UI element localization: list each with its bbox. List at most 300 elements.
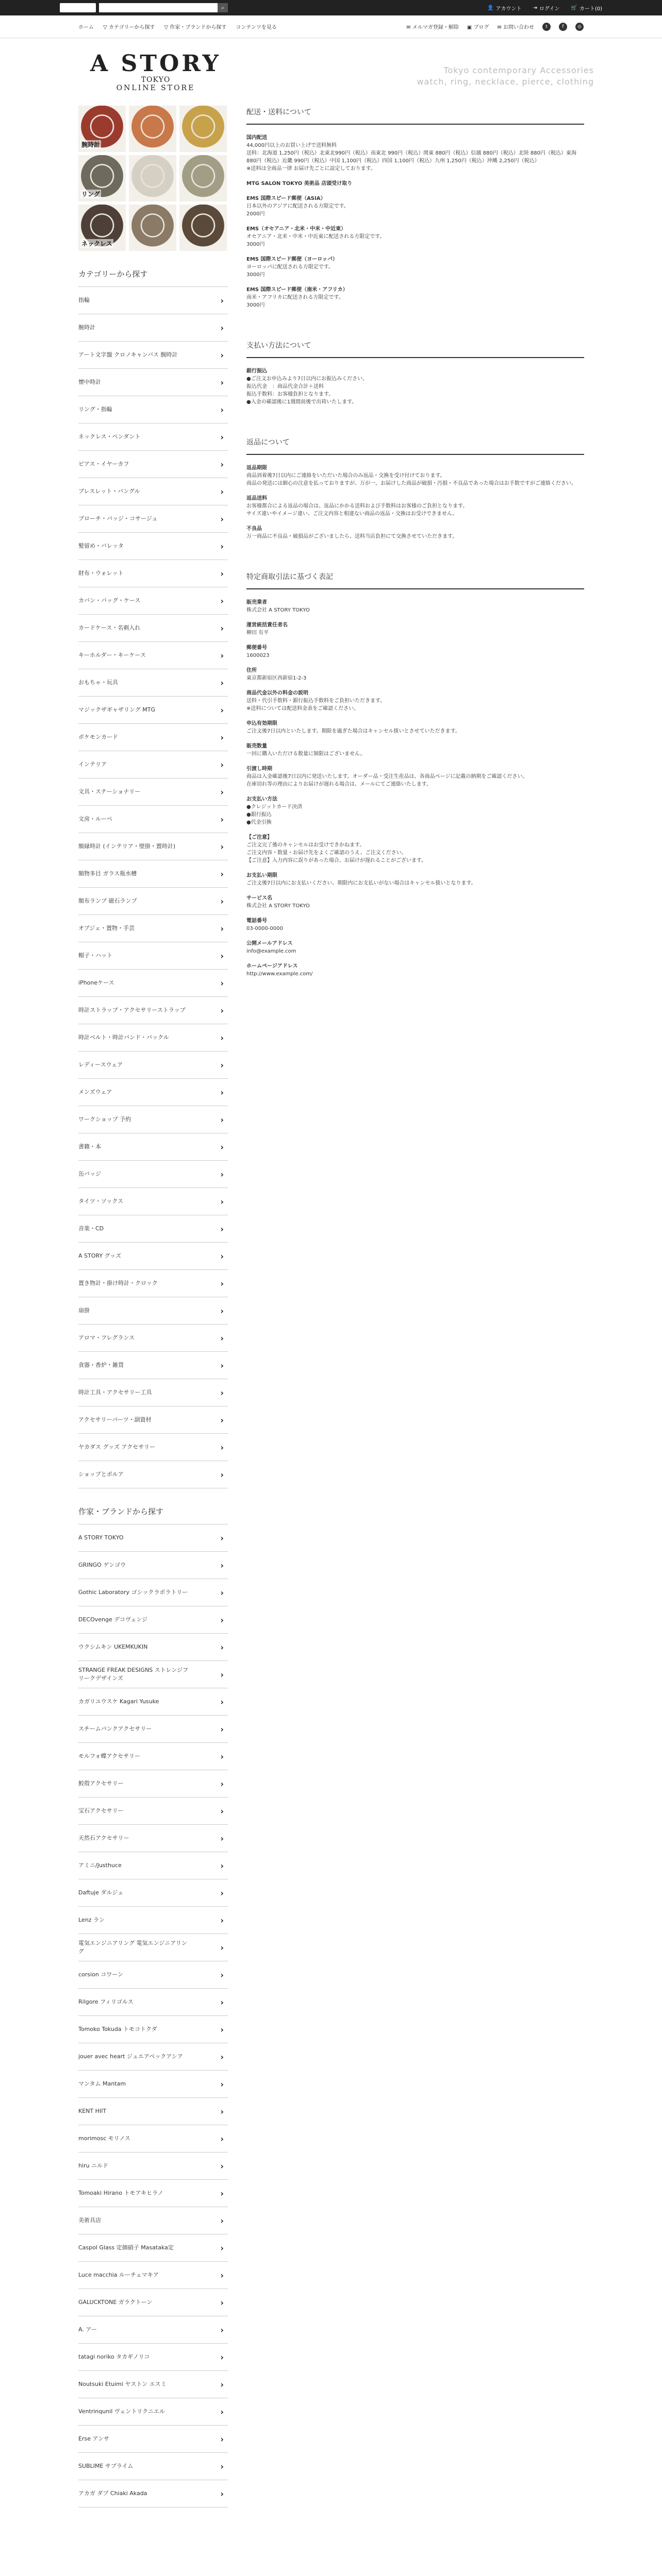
category-item-label: アロマ・フレグランス [78,1334,135,1341]
tagline [417,65,594,88]
brand-item-label: 宝石アクセサリー [78,1807,124,1814]
brand-item-label: モルフォ蝶アクセサリー [78,1753,141,1759]
brand-item-label: SUBLIME サブライム [78,2463,134,2469]
brand-item[interactable] [78,2153,228,2180]
category-item-label: カードケース・名刺入れ [78,624,141,631]
brand-item[interactable] [78,2480,228,2507]
section-title: 支払い方法について [246,339,584,358]
user-icon: 👤 [487,5,494,11]
brand-item[interactable] [78,2426,228,2453]
block-text: 万一商品に不良品・破損品がございましたら、送料当店負担にて交換させていただきます。 [246,534,458,539]
chevron-right-icon: › [220,2379,224,2389]
brand-item[interactable] [78,2316,228,2344]
brand-item-label: morimosc モリノス [78,2135,130,2142]
brand-item-label: Noutsuki Etuimi ヤストン エスミ [78,2381,167,2387]
category-item[interactable] [78,1052,228,1079]
twitter-icon[interactable]: t [542,23,551,31]
block-text: 商品は入金確認後7日以内に発送いたします。オーダー品・受注生産品は、各商品ページに記載の納期をご確認ください。 在庫切れ等の理由によりお届けが遅れる場合は、メールにてご連絡いたします。 [246,774,528,787]
info-section [246,570,584,978]
site-header [78,50,594,107]
category-item[interactable] [78,833,228,860]
category-thumbnail[interactable] [179,205,227,251]
chevron-right-icon: › [220,2352,224,2362]
category-item[interactable] [78,915,228,942]
block-text: 柳田 有平 [246,630,269,636]
chevron-right-icon: › [220,1224,224,1234]
chevron-right-icon: › [220,2325,224,2335]
category-item-label: リング・指輪 [78,406,112,413]
category-item-label: 文具・ステーショナリー [78,788,141,795]
facebook-icon[interactable]: f [559,23,567,31]
chevron-right-icon: › [220,486,224,497]
chevron-right-icon: › [220,841,224,852]
category-thumbnail[interactable] [78,155,126,201]
instagram-icon[interactable]: ◎ [575,23,584,31]
chevron-right-icon: › [220,1724,224,1734]
chevron-right-icon: › [220,1833,224,1843]
brand-item[interactable] [78,1743,228,1770]
brand-item[interactable] [78,1798,228,1825]
block-heading: 商品代金以外の料金の説明 [246,690,308,696]
chevron-right-icon: › [220,1970,224,1980]
category-item-label: キーホルダー・キーケース [78,652,146,658]
logo-subtitle: TOKYO [141,76,171,84]
brand-item[interactable] [78,2453,228,2480]
info-section [246,436,584,540]
chevron-right-icon: › [220,1087,224,1097]
block-heading: MTG SALON TOKYO 美術品 店頭受け取り [246,181,353,187]
chevron-right-icon: › [220,2188,224,2198]
chevron-right-icon: › [220,1251,224,1261]
category-item[interactable] [78,1379,228,1406]
category-item-label: ワークショップ 予約 [78,1116,131,1123]
category-item-label: 書籍・本 [78,1143,101,1150]
category-item[interactable] [78,1133,228,1161]
chevron-right-icon: › [220,1169,224,1179]
brand-item[interactable] [78,1688,228,1716]
chevron-right-icon: › [220,1560,224,1570]
nav-contact[interactable]: ✉ お問い合わせ [497,25,534,30]
block-text: 株式会社 A STORY TOKYO [246,903,310,909]
brand-item-label: A. アー [78,2326,97,2333]
chevron-right-icon: › [220,814,224,824]
brand-item[interactable] [78,1879,228,1907]
brand-item-label: ウクシムキン UKEMKUKIN [78,1643,148,1650]
category-item[interactable] [78,1406,228,1434]
block-heading: 公開メールアドレス [246,941,293,946]
thumbnail-label: ネックレス [81,240,112,247]
category-item[interactable] [78,1215,228,1243]
brand-item[interactable] [78,1852,228,1879]
brand-item[interactable] [78,2371,228,2398]
category-item-label: おもちゃ・玩具 [78,679,118,686]
category-item[interactable] [78,1270,228,1297]
category-item-label: 腕時計 [78,324,95,331]
category-item[interactable] [78,1325,228,1352]
category-item[interactable] [78,396,228,423]
category-item[interactable] [78,942,228,970]
chevron-right-icon: › [220,1469,224,1480]
category-item-label: 缶バッジ [78,1171,101,1177]
chevron-right-icon: › [220,541,224,551]
brand-item[interactable] [78,2262,228,2289]
login-label: ログイン [539,6,560,12]
category-item[interactable] [78,1434,228,1461]
brand-item-label: 電気エンジニアリング 電気エンジニアリング [78,1940,187,1955]
category-item-label: アート文字盤 クロノキャンバス 腕時計 [78,351,178,358]
category-item[interactable] [78,615,228,642]
brand-item-label: 鮫殻アクセサリー [78,1780,124,1787]
category-thumbnail[interactable] [78,106,126,152]
category-item-label: iPhoneケース [78,979,114,986]
nav-brands[interactable]: ▽ 作家・ブランドから探す [164,25,227,30]
account-link[interactable] [487,4,521,12]
block-heading: 郵便番号 [246,645,267,651]
category-select[interactable] [60,3,96,12]
brand-item[interactable] [78,2398,228,2426]
block-text: ご注文完了後のキャンセルはお受けできかねます。 ご注文内容・数量・お届け先をよくご確認のうえ、ご注文ください。 【ご注意】入力内容に誤りがあった場合、お届けが遅れることがございます。 [246,842,427,863]
category-item-label: 扇掛 [78,1307,90,1314]
block-text: info@example.com [246,948,296,954]
category-item[interactable] [78,1461,228,1488]
blog-label: ブログ [473,25,489,30]
brand-item[interactable] [78,1579,228,1606]
category-item[interactable] [78,533,228,560]
brand-item[interactable] [78,2125,228,2153]
section-title: 返品について [246,436,584,455]
chevron-right-icon: › [220,732,224,742]
chevron-right-icon: › [220,514,224,524]
chevron-right-icon: › [220,1888,224,1898]
info-section [246,106,584,309]
brand-item-label: Tomoaki Hirano トモアキヒラノ [78,2190,163,2196]
category-thumbnail[interactable] [129,155,176,201]
chevron-right-icon: › [220,1005,224,1015]
chevron-right-icon: › [220,1032,224,1043]
category-item[interactable] [78,970,228,997]
block-text: 44,000円以上のお買い上げで送料無料 送料：北海道 1,250円（税込）北東北990円（税込）南東北 990円（税込）関東 880円（税込）信越 880円（税込）北陸 880円（税込）東海 880円（税込）近畿 990円（税込）中国 1,100円（税込）四国 1,100円（税込）九州 1,250円（税込）沖縄 2,250円（税込） ※送料は全商品一律 お届け先ごとに設定しております。 [246,143,576,172]
chevron-right-icon: › [220,759,224,770]
chevron-right-icon: › [220,2161,224,2171]
chevron-right-icon: › [220,1642,224,1652]
brand-item-label: corsion コワーン [78,1971,124,1978]
nav-newsletter[interactable]: ✉ メルマガ登録・解除 [406,25,459,30]
chevron-right-icon: › [220,1360,224,1370]
brand-item-label: DECOvenge デコヴェンジ [78,1616,148,1623]
category-thumbnail[interactable] [179,155,227,201]
chevron-right-icon: › [220,2052,224,2062]
chevron-right-icon: › [220,2297,224,2308]
thumbnail-label: 腕時計 [81,141,101,148]
block-heading: 銀行振込 [246,368,267,374]
chevron-right-icon: › [220,2215,224,2226]
account-label: アカウント [495,6,522,12]
brand-item[interactable] [78,1524,228,1552]
category-item[interactable] [78,560,228,587]
category-item-label: 財布・ウォレット [78,570,124,577]
category-item-label: A STORY グッズ [78,1252,121,1259]
brand-item[interactable] [78,2180,228,2207]
nav-categories[interactable]: ▽ カテゴリーから探す [103,25,155,30]
chevron-right-icon: › [220,2243,224,2253]
nav-contents[interactable]: コンテンツを見る [236,25,277,30]
brand-item[interactable] [78,1907,228,1934]
chevron-right-icon: › [220,432,224,442]
brand-item[interactable] [78,2043,228,2071]
cart-link[interactable] [571,4,602,12]
chevron-right-icon: › [220,1533,224,1543]
chevron-right-icon: › [220,2406,224,2417]
block-text: 株式会社 A STORY TOKYO [246,607,310,613]
chevron-right-icon: › [220,2461,224,2471]
category-thumbnail[interactable] [129,205,176,251]
block-heading: 申込有効期限 [246,721,277,726]
category-item-label: ブローチ・バッジ・コサージュ [78,515,158,522]
chevron-right-icon: › [220,1806,224,1816]
block-text: 南米・アフリカに配送される方限定です。 3000円 [246,295,344,308]
category-item-label: ポケモンカード [78,734,118,740]
category-item[interactable] [78,423,228,451]
brand-item-label: Caspol Glass 定価硝子 Masataka定 [78,2244,174,2251]
category-item[interactable] [78,1243,228,1270]
category-item[interactable] [78,1188,228,1215]
category-item[interactable] [78,697,228,724]
cart-label: カート(0) [579,6,602,12]
brand-item-label: Lenz ラン [78,1917,105,1923]
chevron-right-icon: › [220,1142,224,1152]
chevron-right-icon: › [220,923,224,934]
category-item[interactable] [78,1161,228,1188]
block-text: 日本以外のアジアに配送される方限定です。 2000円 [246,204,349,217]
category-thumbnails [78,106,228,251]
category-thumbnail[interactable] [129,106,176,152]
category-item-label: 食器・香炉・雑貨 [78,1362,124,1368]
chevron-right-icon: › [220,377,224,387]
brand-item[interactable] [78,2234,228,2262]
chevron-right-icon: › [220,1415,224,1425]
section-title: 配送・送料について [246,106,584,125]
block-heading: お支払い期限 [246,873,277,878]
chevron-right-icon: › [220,2079,224,2089]
section-title: 特定商取引法に基づく表記 [246,570,584,589]
category-item[interactable] [78,860,228,888]
category-item[interactable] [78,1297,228,1325]
category-item-label: 額物多目 ガラス瓶水槽 [78,870,137,877]
block-text: 商品到着後7日以内にご連絡をいただいた場合のみ返品・交換を受け付けております。 商品の発送には細心の注意を払っておりますが、万が一、お届けした商品が破損・汚損・不良品であった場合はお手数ですがご連絡ください。 [246,473,576,486]
category-item-label: 帽子・ハット [78,952,112,959]
block-text: ヨーロッパに配送される方限定です。 3000円 [246,264,334,278]
brand-item-label: jouer avec heart ジュエアベックアシア [78,2053,183,2060]
block-heading: 不良品 [246,526,262,532]
chevron-right-icon: › [220,896,224,906]
brand-item[interactable] [78,2098,228,2125]
category-item-label: ブレスレット・バングル [78,488,140,495]
block-heading: 販売数量 [246,743,267,749]
category-item[interactable] [78,751,228,778]
nav-blog[interactable]: ▣ ブログ [467,25,489,30]
chevron-right-icon: › [220,1060,224,1070]
brand-item-label: KENT HIIT [78,2108,107,2114]
category-item[interactable] [78,1024,228,1052]
category-thumbnail[interactable] [179,106,227,152]
category-item-label: ショップとボルア [78,1471,124,1478]
block-heading: 国内配送 [246,135,267,141]
category-item[interactable] [78,778,228,806]
chevron-right-icon: › [220,1697,224,1707]
category-item[interactable] [78,369,228,396]
category-item[interactable] [78,451,228,478]
brand-item-label: 美術具店 [78,2217,101,2224]
category-item[interactable] [78,314,228,342]
brand-item[interactable] [78,2344,228,2371]
chevron-right-icon: › [220,1196,224,1207]
category-item-label: 懐中時計 [78,379,101,385]
category-item[interactable] [78,642,228,669]
chevron-right-icon: › [220,677,224,688]
brand-item-label: GALUCKTONE ガラクトーン [78,2299,153,2306]
site-logo[interactable] [78,50,233,92]
chevron-right-icon: › [220,1778,224,1789]
category-item[interactable] [78,1352,228,1379]
brand-item-label: Rilgore フィリゴルス [78,1998,134,2005]
newsletter-label: メルマガ登録・解除 [412,25,459,30]
category-item[interactable] [78,806,228,833]
brand-item-label: Ventrinqunil ヴェントリクニエル [78,2408,165,2415]
cart-icon: 🛒 [571,5,577,11]
block-text: ご注文後7日以内といたします。期限を過ぎた場合はキャンセル扱いとさせていただきます。 [246,728,460,734]
block-heading: 【ご注意】 [246,835,272,840]
chevron-right-icon: › [220,2106,224,2116]
category-item-label: 時計ベルト・時計バンド・バックル [78,1034,169,1041]
chevron-right-icon: › [220,2133,224,2144]
brand-item[interactable] [78,1661,228,1688]
main-content [246,106,584,978]
block-heading: 運営統括責任者名 [246,622,288,628]
block-text: お客様都合による返品の場合は、返品にかかる送料および手数料はお客様のご負担となります。 サイズ違いやイメージ違い、ご注文内容と相違ない商品の返品・交換はお受けできません。 [246,503,468,517]
category-item[interactable] [78,1106,228,1133]
tagline-line1: Tokyo contemporary Accessories [443,65,594,75]
brand-item[interactable] [78,2289,228,2316]
brand-item[interactable] [78,1989,228,2016]
category-item[interactable] [78,997,228,1024]
chevron-right-icon: › [220,2270,224,2280]
brand-item[interactable] [78,1634,228,1661]
tagline-line2: watch, ring, necklace, pierce, clothing [417,77,594,87]
block-heading: 住所 [246,668,257,673]
category-item-label: 時計ストラップ・アクセサリーストラップ [78,1007,186,1013]
chevron-right-icon: › [220,2024,224,2035]
search-input[interactable] [99,3,218,12]
category-item[interactable] [78,478,228,505]
category-item[interactable] [78,587,228,615]
chevron-right-icon: › [220,350,224,360]
chevron-right-icon: › [220,1751,224,1761]
brand-item[interactable] [78,1606,228,1634]
brand-item[interactable] [78,1552,228,1579]
block-heading: EMS 国際スピード郵便（ヨーロッパ） [246,257,338,262]
thumbnail-label: リング [81,191,100,198]
chevron-right-icon: › [220,1860,224,1871]
brand-heading: 作家・ブランドから探す [78,1507,164,1516]
chevron-right-icon: › [220,1587,224,1598]
sidebar [78,106,228,2507]
block-text: 1600023 [246,653,270,658]
category-item[interactable] [78,669,228,697]
chevron-right-icon: › [220,323,224,333]
block-text: 東京都新宿区西新宿1-2-3 [246,675,307,681]
brand-item-label: STRANGE FREAK DESIGNS ストレンジフリークデザインズ [78,1667,189,1682]
category-item[interactable] [78,505,228,533]
category-item[interactable] [78,888,228,915]
brand-item[interactable] [78,1770,228,1798]
brand-item-label: tatagi noriko タカギノリコ [78,2353,150,2360]
category-item[interactable] [78,1079,228,1106]
account-links [487,4,602,12]
chevron-right-icon: › [220,650,224,660]
nav-home[interactable]: ホーム [78,25,94,30]
chevron-right-icon: › [220,1387,224,1398]
category-item-label: ネックレス・ペンダント [78,433,141,440]
category-thumbnail[interactable] [78,205,126,251]
category-item-label: 額布ランプ 磁石ランプ [78,897,137,904]
chevron-right-icon: › [220,1306,224,1316]
category-item-label: レディースウェア [78,1061,123,1068]
chevron-right-icon: › [220,295,224,306]
search-button[interactable] [218,3,228,12]
chevron-right-icon: › [220,459,224,469]
brand-item[interactable] [78,1825,228,1852]
brand-item[interactable] [78,2207,228,2234]
chevron-right-icon: › [220,2434,224,2444]
category-item[interactable] [78,342,228,369]
chevron-right-icon: › [220,1278,224,1289]
category-list [78,286,228,1488]
brand-item-label: A STORY TOKYO [78,1534,124,1541]
brand-item-label: hiru ニルド [78,2162,109,2169]
logo-title: A STORY [90,50,221,77]
category-item[interactable] [78,724,228,751]
login-icon: ⇥ [533,5,537,11]
brand-item-label: 天然石アクセサリー [78,1835,129,1841]
brand-item[interactable] [78,1716,228,1743]
block-heading: 電話番号 [246,918,267,924]
chevron-right-icon: › [220,404,224,415]
chevron-right-icon: › [220,1997,224,2007]
brand-item[interactable] [78,1934,228,1961]
category-item[interactable] [78,287,228,314]
brand-item-label: カガリユウスケ Kagari Yusuke [78,1698,159,1705]
main-nav [0,15,662,38]
chevron-right-icon: › [220,978,224,988]
block-heading: EMS（オセアニア・北米・中米・中近東） [246,226,346,232]
brand-item[interactable] [78,2071,228,2098]
brand-item[interactable] [78,2016,228,2043]
chevron-right-icon: › [220,705,224,715]
chevron-right-icon: › [220,1333,224,1343]
chevron-right-icon: › [220,1114,224,1125]
brand-item-label: Tomoko Tokuda トモコトクダ [78,2026,157,2032]
category-item-label: 時計工具・アクセサリー工具 [78,1389,152,1396]
login-link[interactable] [533,4,559,12]
chevron-right-icon: › [220,1942,224,1953]
brand-item[interactable] [78,1961,228,1989]
chevron-right-icon: › [220,568,224,579]
contact-label: お問い合わせ [503,25,534,30]
block-text: 送料・代引手数料・銀行振込手数料をご負担いただきます。 ※送料については配送料金表をご確認ください。 [246,698,386,711]
block-text: ●ご注文お申込みより7日以内にお振込みください。 振込代金 ：商品代金合計＋送料 振込手数料：お客様負担となります。 ●入金の確認後に1週間前後で出荷いたします。 [246,376,368,405]
chevron-right-icon: › [220,951,224,961]
category-item-label: 音楽・CD [78,1225,104,1232]
